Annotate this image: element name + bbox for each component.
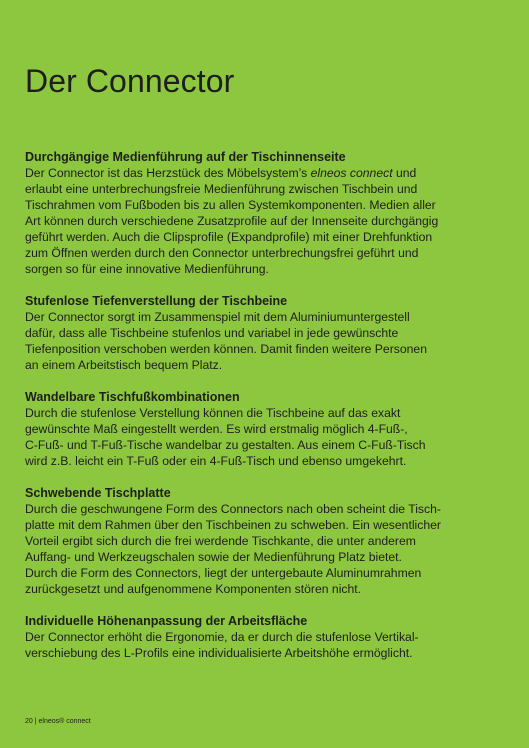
section-heading: Individuelle Höhenanpassung der Arbeitsfläche [25, 614, 308, 628]
section-body: Der Connector erhöht die Ergonomie, da er durch die stufenlose Vertikal- verschiebung des L-Profils eine individualisierte Arbeitshöhe ermöglicht. [25, 630, 419, 660]
section-heading: Wandelbare Tischfußkombinationen [25, 390, 240, 404]
section-body-text: und erlaubt eine unterbrechungsfreie Medienführung zwischen Tischbein und Tischrahmen vom Fußboden bis zu allen Systemkomponenten. Medien aller Art können durch verschiedene Zusatzprofile auf der Innenseite durchgängig geführt werden. Auch die Clipsprofile (Expandprofile) mit einer Drehfunktion zum Öffnen werden durch den Connector unterbrechungsfrei geführt und sorgen so für eine innovative Medienführung. [25, 166, 439, 276]
section-body: Der Connector sorgt im Zusammenspiel mit dem Aluminiumuntergestell dafür, dass alle Tischbeine stufenlos und variabel in jede gewünschte Tiefenposition verschoben werden können. Damit finden weitere Personen an einem Arbeitstisch bequem Platz. [25, 310, 427, 372]
section-heading: Schwebende Tischplatte [25, 486, 171, 500]
section-body [25, 165, 495, 277]
section-heading: Stufenlose Tiefenverstellung der Tischbeine [25, 294, 288, 308]
section-tiefenverstellung [25, 293, 495, 373]
section-medienfuehrung [25, 149, 495, 277]
page-footer: 20 | elneos® connect [25, 718, 91, 725]
section-body: Durch die geschwungene Form des Connectors nach oben scheint die Tisch- platte mit dem Rahmen über den Tischbeinen zu schweben. Ein wesentlicher Vorteil ergibt sich durch die frei werdende Tischkante, die unter anderem Auffang- und Werkzeugschalen sowie der Medienführung Platz bietet. Durch die Form des Connectors, liegt der untergebaute Aluminumrahmen zurückgesetzt und aufgenommene Komponenten stören nicht. [25, 502, 441, 596]
page-title: Der Connector [25, 63, 235, 99]
product-name-italic: elneos connect [310, 166, 393, 180]
section-tischfusskombinationen [25, 389, 495, 469]
section-body-text: Der Connector ist das Herzstück des Möbelsystem’s [25, 166, 311, 180]
content-body [25, 149, 495, 677]
section-schwebende-tischplatte [25, 485, 495, 597]
section-heading: Durchgängige Medienführung auf der Tischinnenseite [25, 150, 346, 164]
section-hoehenanpassung [25, 613, 495, 661]
section-body: Durch die stufenlose Verstellung können die Tischbeine auf das exakt gewünschte Maß eingestellt werden. Es wird erstmalig möglich 4-Fuß-, C-Fuß- und T-Fuß-Tische wandelbar zu gestalten. Aus einem C-Fuß-Tisch wird z.B. leicht ein T-Fuß oder ein 4-Fuß-Tisch und ebenso umgekehrt. [25, 406, 426, 468]
